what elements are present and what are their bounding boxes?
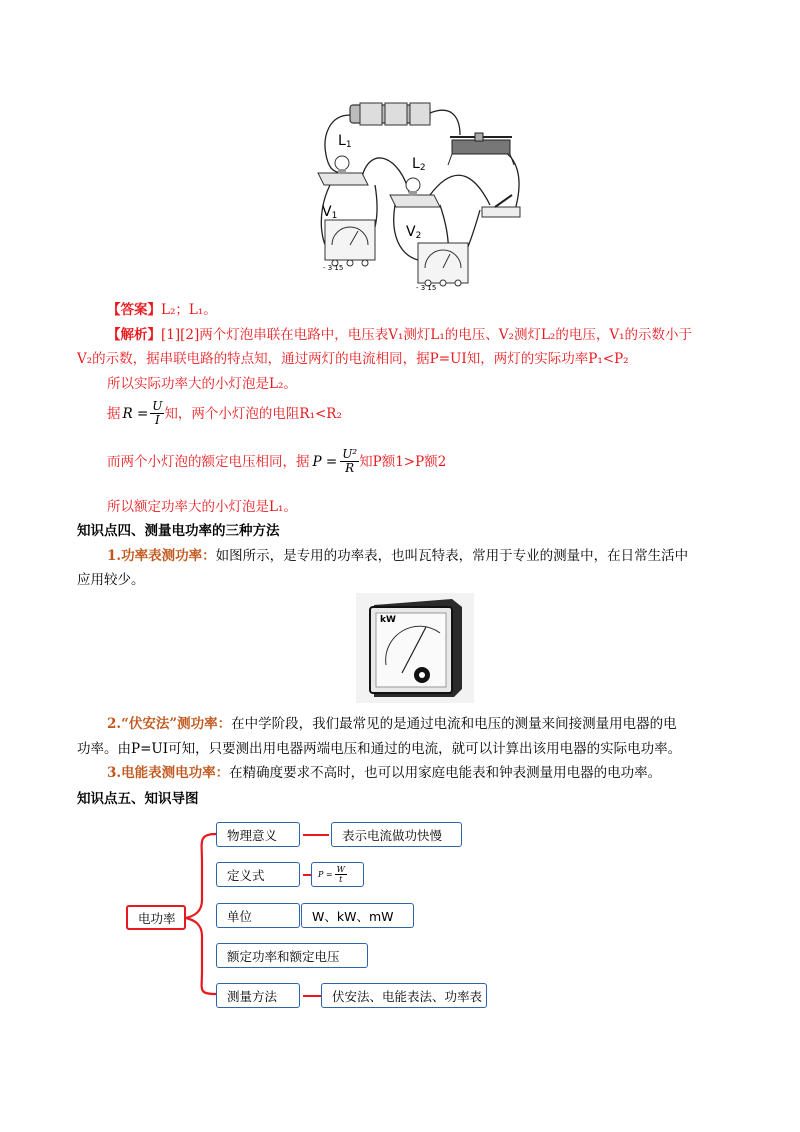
item3-line: 3.电能表测电功率：在精确度要求不高时，也可以用家庭电能表和钟表测量用电器的电功率。 <box>107 765 662 781</box>
analysis-line-5: 而两个小灯泡的额定电压相同，据 P = $\frac{\text{U²}}{R}$ 知P额1>P额2 <box>107 447 447 475</box>
section4-title: 知识点四、测量电功率的三种方法 <box>77 523 280 539</box>
branch-rated: 额定功率和额定电压 <box>216 943 368 968</box>
connector-meaning <box>303 834 329 836</box>
item2-line-a: 2.“伏安法”测功率：在中学阶段，我们最常见的是通过电流和电压的测量来间接测量用电器的电 <box>107 716 677 732</box>
item1-line-a: 1.功率表测功率：如图所示，是专用的功率表，也叫瓦特表，常用于专业的测量中，在日常生活中 <box>107 548 689 564</box>
answer-text: L₂；L₁。 <box>161 302 217 318</box>
item2-line-b: 功率。由P=UI可知，只要测出用电器两端电压和通过的电流，就可以计算出该用电器的实际电功率。 <box>77 741 682 757</box>
analysis-line-6: 所以额定功率大的小灯泡是L₁。 <box>107 499 297 515</box>
value-measure: 伏安法、电能表法、功率表 <box>321 983 487 1008</box>
wattmeter-image <box>356 593 474 703</box>
wattmeter-unit: kW <box>380 615 396 625</box>
value-unit: W、kW、mW <box>301 903 414 928</box>
analysis-line-3: 所以实际功率大的小灯泡是L₂。 <box>107 376 297 392</box>
analysis-line-4: 据 R = $\frac{U}{I}$ 知，两个小灯泡的电阻R₁<R₂ <box>107 399 342 427</box>
item2-label: 2.“伏安法”测功率： <box>107 716 232 732</box>
formula-p-u2r: $\frac{\text{U²}}{R}$ <box>342 447 358 475</box>
value-meaning: 表示电流做功快慢 <box>331 822 462 847</box>
analysis-line-1: 【解析】[1][2]两个灯泡串联在电路中，电压表V₁测灯L₁的电压、V₂测灯L₂的电压，V₁的示数小于 <box>107 327 692 343</box>
label-l1: $L_1$ <box>338 133 352 150</box>
wattmeter-drawing <box>356 593 474 703</box>
meter-scale-v2: - 3 15 <box>416 284 437 292</box>
connector-measure <box>303 995 321 997</box>
connector-definition <box>303 874 311 876</box>
formula-r-ui: $\frac{U}{I}$ <box>152 399 163 427</box>
answer-tag: 【答案】 <box>107 302 161 318</box>
label-v1: $V_1$ <box>322 204 338 221</box>
mindmap-bracket <box>180 822 220 1002</box>
label-l2: $L_2$ <box>412 156 426 173</box>
branch-definition: 定义式 <box>216 862 300 887</box>
answer-line <box>107 300 217 320</box>
mindmap-root: 电功率 <box>126 905 186 930</box>
branch-measure: 测量方法 <box>216 983 300 1008</box>
label-v2: $V_2$ <box>406 224 422 241</box>
branch-meaning: 物理意义 <box>216 822 300 847</box>
meter-scale-v1: - 3 15 <box>323 264 344 272</box>
item3-label: 3.电能表测电功率： <box>107 765 230 781</box>
section5-title: 知识点五、知识导图 <box>77 791 199 807</box>
analysis-tag: 【解析】 <box>107 327 161 343</box>
item1-label: 1.功率表测功率： <box>107 548 216 564</box>
item1-line-b: 应用较少。 <box>77 572 145 588</box>
value-definition: P = $\frac{W}{t}$ <box>311 862 364 887</box>
analysis-line-2: V₂的示数，据串联电路的特点知，通过两灯的电流相同，据P=UI知，两灯的实际功率P₁<P₂ <box>77 351 629 367</box>
branch-unit: 单位 <box>216 903 300 928</box>
